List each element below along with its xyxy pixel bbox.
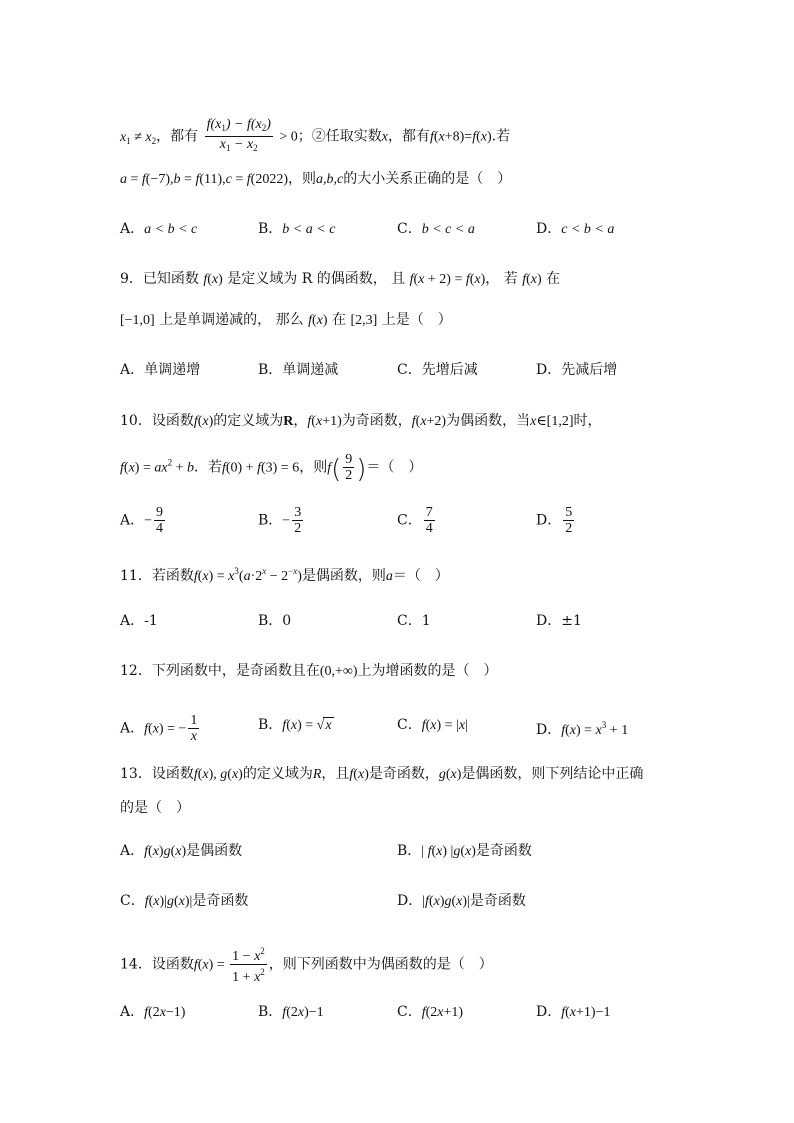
q12-option-a[interactable]: A．f(x) = − $\frac{1}{x}$ bbox=[120, 713, 198, 744]
q10-option-a[interactable]: A．− $\frac{9}{4}$ bbox=[120, 505, 164, 536]
q9-option-a[interactable]: A．单调递增 bbox=[120, 362, 201, 378]
q12-option-d[interactable]: D．$f(x) = x^3 + 1$ bbox=[536, 720, 629, 738]
difference-quotient: $\frac{f(x_1) - f(x_2)}{x_1 - x_2}$ bbox=[206, 117, 271, 153]
q9-option-c[interactable]: C．先增后减 bbox=[397, 362, 478, 378]
q9-line1: 9．已知函数 f(x) 是定义域为 R 的偶函数， 且 f(x + 2) = f(x)， 若 f(x) 在 bbox=[120, 271, 561, 287]
q10-option-b[interactable]: B．− $\frac{3}{2}$ bbox=[258, 505, 302, 536]
q13-line1: 13．设函数f(x), g(x)的定义域为R，且f(x)是奇函数，g(x)是偶函数，则下列结论中正确 bbox=[120, 766, 644, 782]
q8-option-c[interactable]: C．b < c < a bbox=[397, 221, 475, 237]
q12-line: 12．下列函数中，是奇函数且在(0,+∞)上为增函数的是（ ） bbox=[120, 663, 498, 679]
q10-option-c[interactable]: C． $\frac{7}{4}$ bbox=[397, 505, 433, 536]
q14-option-a[interactable]: A．f(2x−1) bbox=[120, 1004, 186, 1020]
q9-options bbox=[120, 358, 714, 382]
q8-option-a[interactable]: A．a < b < c bbox=[120, 221, 198, 237]
q14-option-b[interactable]: B．f(2x)−1 bbox=[258, 1004, 324, 1020]
q8-option-b[interactable]: B．b < a < c bbox=[258, 221, 336, 237]
q8-options bbox=[120, 217, 714, 241]
q13-option-c[interactable]: C．f(x)|g(x)|是奇函数 bbox=[120, 893, 249, 909]
q9-option-b[interactable]: B．单调递减 bbox=[258, 362, 339, 378]
q10-line1: 10．设函数f(x)的定义域为R，f(x+1)为奇函数，f(x+2)为偶函数，当x∈[1,2]时， bbox=[120, 413, 602, 429]
q13-options-row2 bbox=[120, 889, 714, 913]
q14-options bbox=[120, 1000, 714, 1024]
q9-line2: [−1,0] 上是单调递减的， 那么 f(x) 在 [2,3] 上是（ ） bbox=[120, 312, 452, 328]
q8-line2: a = f(−7),b = f(11),c = f(2022)，则a,b,c的大小关系正确的是（ ） bbox=[120, 171, 512, 187]
q12-option-c[interactable]: C．f(x) = |x| bbox=[397, 717, 468, 733]
q11-option-c[interactable]: C．1 bbox=[397, 613, 431, 629]
q8-option-d[interactable]: D．c < b < a bbox=[536, 221, 615, 237]
q12-option-b[interactable]: B．f(x) = √x bbox=[258, 717, 332, 733]
q13-option-d[interactable]: D．|f(x)g(x)|是奇函数 bbox=[397, 893, 526, 909]
q10-option-d[interactable]: D． $\frac{5}{2}$ bbox=[536, 505, 573, 536]
q13-line2: 的是（ ） bbox=[120, 800, 190, 816]
q12-options bbox=[120, 713, 714, 744]
q13-option-a[interactable]: A．f(x)g(x)是偶函数 bbox=[120, 843, 243, 859]
q8-line1: $x_1 \ne x_2$，都有 $\frac{f(x_1) - f(x_2)}{x_1 - x_2}$ > 0；②任取实数x，都有f(x+8)=f(x).若 bbox=[120, 117, 714, 156]
q13-options-row1 bbox=[120, 839, 714, 863]
q13-option-b[interactable]: B．| f(x) |g(x)是奇函数 bbox=[397, 843, 532, 859]
q11-line: 11．若函数$f(x) = x^3(a\cdot 2^x - 2^{-x})$是偶函数，则a＝（ ） bbox=[120, 566, 449, 584]
q14-option-d[interactable]: D．f(x+1)−1 bbox=[536, 1004, 611, 1020]
q10-line2: $f(x) = ax^2 + b$．若f(0) + f(3) = 6，则f( $\frac{9}{2}$ )＝（ ） bbox=[120, 452, 423, 485]
q11-option-b[interactable]: B．0 bbox=[258, 613, 292, 629]
q11-options bbox=[120, 609, 714, 633]
q11-option-a[interactable]: A．-1 bbox=[120, 613, 158, 629]
q9-option-d[interactable]: D．先减后增 bbox=[536, 362, 618, 378]
q14-option-c[interactable]: C．f(2x+1) bbox=[397, 1004, 464, 1020]
q10-options bbox=[120, 505, 714, 536]
q14-line: 14．设函数f(x) = $\frac{1 - x^2}{1 + x^2}$ ，则下列函数中为偶函数的是（ ） bbox=[120, 946, 493, 985]
q11-option-d[interactable]: D．±1 bbox=[536, 613, 582, 629]
